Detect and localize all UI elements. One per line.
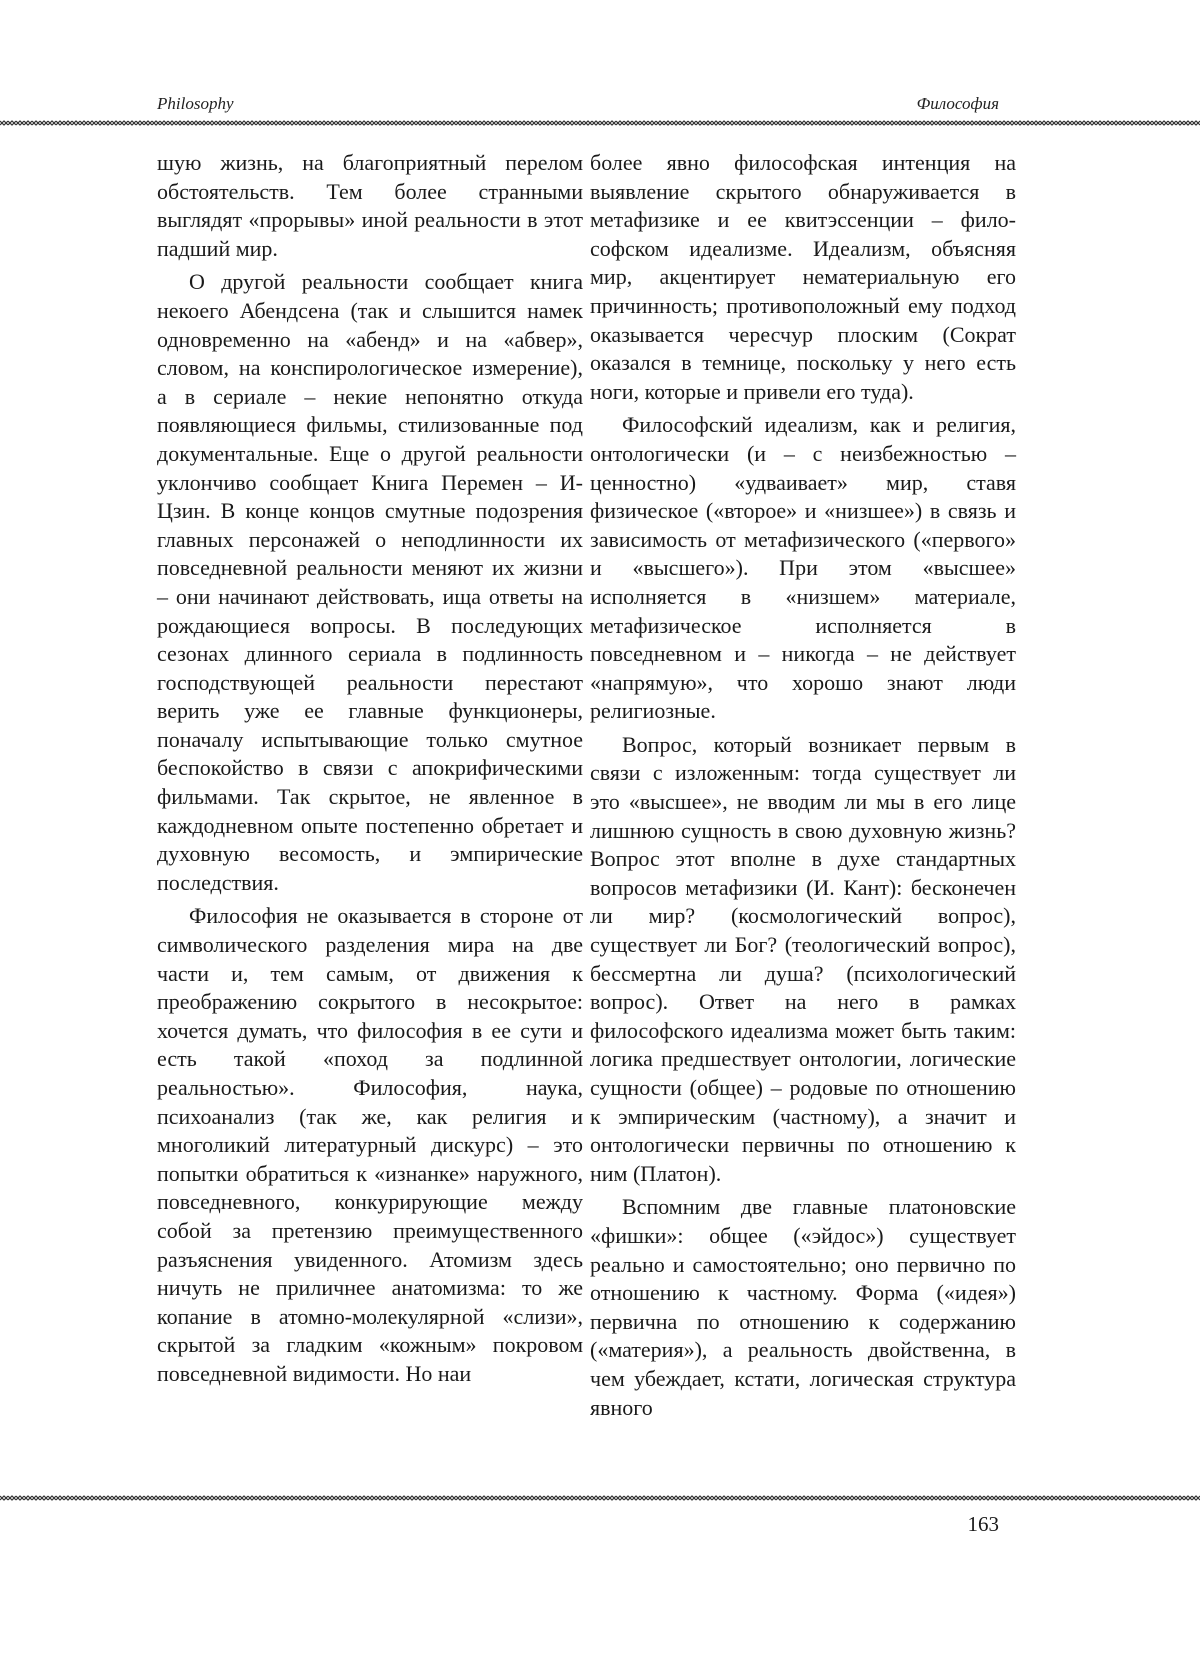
paragraph: шую жизнь, на благоприятный перелом обстоятельств. Тем более странными выглядят «прорывы» иной реальности в этот падший мир. [157,150,583,261]
paragraph: Философский идеализм, как и религия, онтологически (и – с неизбежностью – ценностно) «удваивает» мир, ставя физическое («вторoе» и «низшее») в связь и зависимость от метафизического («первого» и «высшего»). При этом «высшее» исполняется в «низшем» материале, метафизическое исполняется в повседневном и – никогда – не действует «напрямую», что хорошо знают люди религиозные. [590,412,1016,724]
paragraph: более явно философская интенция на выявление скрытого обнаруживается в метафизике и ее квитэссенции – философском идеализме. Идеализм, объясняя мир, акцентирует нематериальную его причинность; противоположный ему подход оказывается чересчур плоским (Сократ оказался в темнице, поскольку у него есть ноги, которые и привели его туда). [590,150,1016,404]
header-ornament-rule [0,118,1200,128]
page-number: 163 [967,1512,999,1536]
paragraph: Вопрос, который возникает первым в связи с изложенным: тогда существует ли это «высшее», не вводим ли мы в его лице лишнюю сущность в свою духовную жизнь? Вопрос этот вполне в духе стандартных вопросов метафизики (И. Кант): бесконечен ли мир? (космологический вопрос), существует ли Бог? (теологический вопрос), бессмертна ли душа? (психологический вопрос). Ответ на него в рамках философского идеализма может быть таким: логика предшествует онтологии, логические сущности (общее) – родовые по отношению к эмпирическим (частному), а значит и онтологически первичны по отношению к ним (Платон). [590,731,1016,1186]
paragraph: Вспомним две главные платоновские «фишки»: общее («эйдос») существует реально и самостоятельно; оно первично по отношению к частному. Форма («идея») первична по отношению к содержанию («материя»), а реальность двойственна, в чем убеждает, кстати, логическая структура явного [590,1194,1016,1420]
paragraph: Философия не оказывается в стороне от символического разделения мира на две части и, тем самым, от движения к преображению сокрытого в несокрытое: хочется думать, что философия в ее сути и есть такой «поход за подлинной реальностью». Философия, наука, психоанализ (так же, как религия и многоликий литературный дискурс) – это попытки обратиться к «изнанке» наружного, повседневного, конкурирующие между собой за претензию преимущественного разъяснения увиденного. Атомизм здесь ничуть не приличнее анатомизма: то же копание в атомно-молекулярной «слизи», скрытой за гладким «кожным» покровом повседневной видимости. Но наи [157,903,583,1386]
running-head-left: Philosophy [157,94,234,113]
text-column-left [157,149,583,1394]
paragraph: О другой реальности сообщает книга некоего Абендсена (так и слышится намек одновременно на «абенд» и на «абвер», словом, на конспирологическое измерение), а в сериале – некие непонятно откуда появляющиеся фильмы, стилизованные под документальные. Еще о другой реальности уклончиво сообщает Книга Перемен – И-Цзин. В конце концов смутные подозрения главных персонажей о неподлинности их повседневной реальности меняют их жизни – они начинают действовать, ища ответы на рождающиеся вопросы. В последующих сезонах длинного сериала в подлинность господствующей реальности перестают верить уже ее главные функционеры, поначалу испытывающие только смутное беспокойство в связи с апокрифическими фильмами. Так скрытое, не явленное в каждодневном опыте постепенно обретает и духовную весомость, и эмпирические последствия. [157,269,583,895]
footer-ornament-rule [0,1493,1200,1503]
running-head-right: Философия [916,94,999,113]
text-column-right [590,149,1016,1427]
